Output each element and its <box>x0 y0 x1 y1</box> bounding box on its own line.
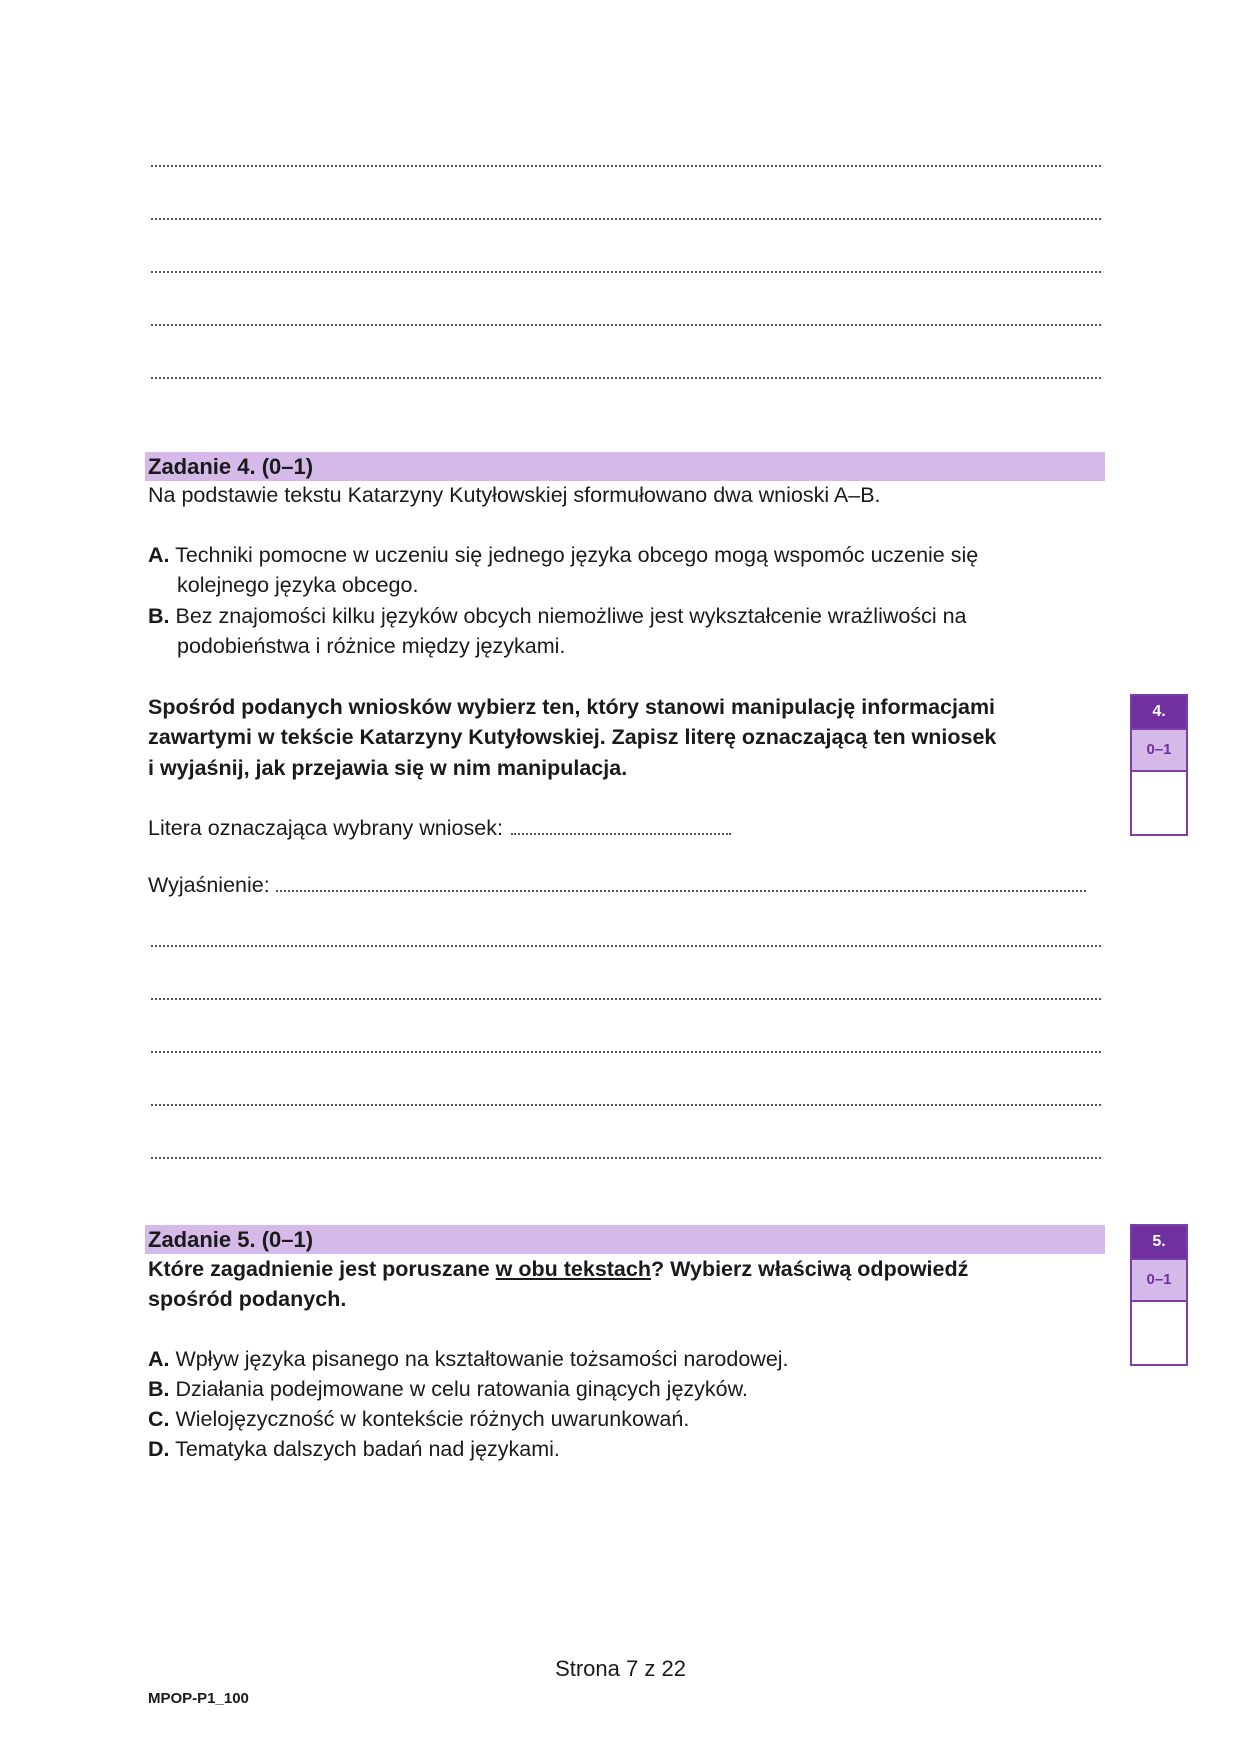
option-text: Działania podejmowane w celu ratowania ginących języków. <box>175 1377 748 1401</box>
answer-line[interactable] <box>151 324 1101 326</box>
explanation-label: Wyjaśnienie: <box>148 873 270 897</box>
task-4-title: Zadanie 4. (0–1) <box>148 454 314 479</box>
answer-line[interactable] <box>151 1157 1101 1159</box>
answer-line[interactable] <box>151 998 1101 1000</box>
score-range: 0–1 <box>1132 728 1186 772</box>
exam-code: MPOP-P1_100 <box>148 1690 249 1707</box>
option-text: Bez znajomości kilku języków obcych niemożliwe jest wykształcenie wrażliwości na <box>175 604 967 628</box>
answer-line[interactable] <box>151 271 1101 273</box>
task-4-instruction-line-1: Spośród podanych wniosków wybierz ten, który stanowi manipulację informacjami <box>148 695 996 719</box>
option-text: Tematyka dalszych badań nad językami. <box>175 1437 560 1461</box>
option-text: Techniki pomocne w uczeniu się jednego języka obcego mogą wspomóc uczenie się <box>175 543 979 567</box>
option-letter: A. <box>148 543 170 567</box>
task-4-explanation-row <box>148 870 1086 900</box>
answer-line[interactable] <box>151 1104 1101 1106</box>
letter-label: Litera oznaczająca wybrany wniosek: <box>148 816 503 840</box>
task-4-letter-row <box>148 813 731 843</box>
score-range: 0–1 <box>1132 1258 1186 1302</box>
task-5-option-b <box>148 1374 748 1404</box>
explanation-answer-field[interactable] <box>276 890 1086 892</box>
task-4-option-a-cont: kolejnego języka obcego. <box>177 573 419 597</box>
task-4-option-b-cont: podobieństwa i różnice między językami. <box>177 634 566 658</box>
answer-line[interactable] <box>151 377 1101 379</box>
task-5-option-d <box>148 1434 560 1464</box>
task-5-option-c <box>148 1404 689 1434</box>
question-underlined-text: w obu tekstach <box>495 1257 651 1281</box>
task-4-instruction-line-2: zawartymi w tekście Katarzyny Kutyłowskiej. Zapisz literę oznaczającą ten wniosek <box>148 725 997 749</box>
score-task-number: 4. <box>1132 696 1186 728</box>
score-field[interactable] <box>1132 1302 1186 1364</box>
task-5-title: Zadanie 5. (0–1) <box>148 1227 314 1252</box>
answer-line[interactable] <box>151 165 1101 167</box>
score-field[interactable] <box>1132 772 1186 834</box>
task-4-option-b <box>148 601 967 631</box>
option-letter: C. <box>148 1407 170 1431</box>
letter-answer-field[interactable] <box>511 833 731 835</box>
page-number: Strona 7 z 22 <box>555 1656 686 1681</box>
score-task-number: 5. <box>1132 1226 1186 1258</box>
option-text: Wpływ języka pisanego na kształtowanie tożsamości narodowej. <box>175 1347 789 1371</box>
question-text: ? Wybierz właściwą odpowiedź <box>650 1257 969 1281</box>
task-4-instruction-line-3: i wyjaśnij, jak przejawia się w nim manipulacja. <box>148 756 628 780</box>
task-5-score-box <box>1130 1224 1188 1366</box>
answer-line[interactable] <box>151 218 1101 220</box>
answer-line[interactable] <box>151 1051 1101 1053</box>
option-letter: A. <box>148 1347 170 1371</box>
option-text: Wielojęzyczność w kontekście różnych uwarunkowań. <box>175 1407 690 1431</box>
question-text: Które zagadnienie jest poruszane <box>148 1257 496 1281</box>
answer-line[interactable] <box>151 945 1101 947</box>
task-5-question-line-2: spośród podanych. <box>148 1287 347 1311</box>
task-5-option-a <box>148 1344 789 1374</box>
option-letter: D. <box>148 1437 170 1461</box>
task-4-intro: Na podstawie tekstu Katarzyny Kutyłowskiej sformułowano dwa wnioski A–B. <box>148 483 881 507</box>
option-letter: B. <box>148 1377 170 1401</box>
task-5-question-line-1 <box>148 1254 968 1284</box>
task-4-score-box <box>1130 694 1188 836</box>
option-letter: B. <box>148 604 170 628</box>
task-4-option-a <box>148 540 978 570</box>
